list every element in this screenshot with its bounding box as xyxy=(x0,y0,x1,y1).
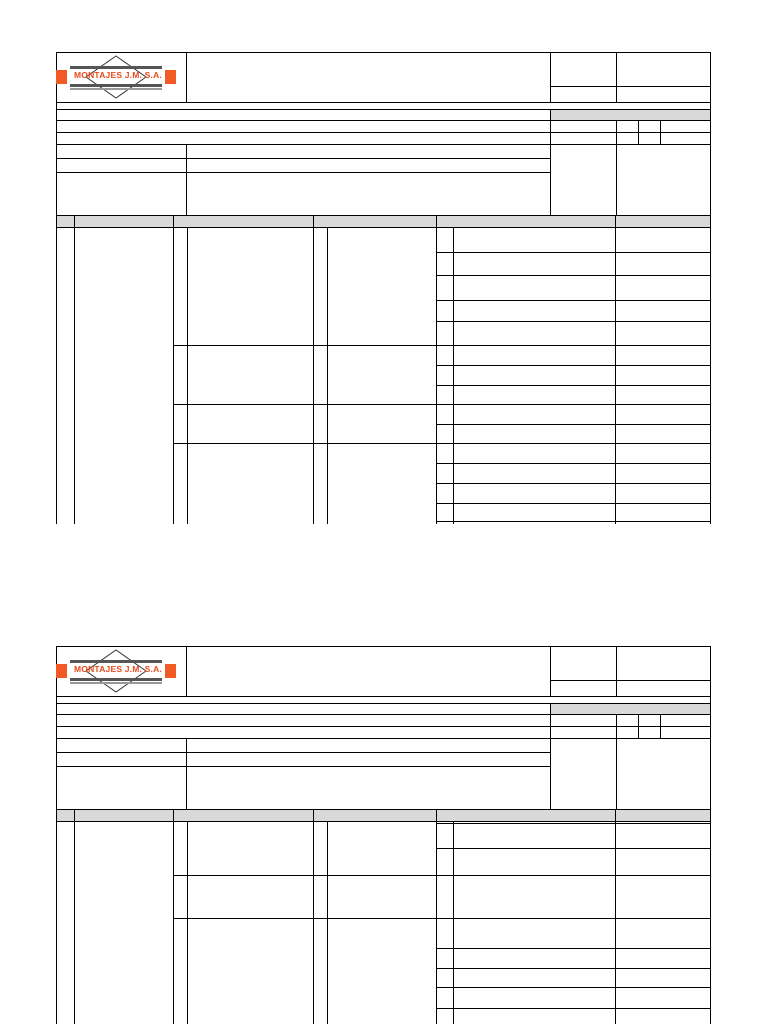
form-sheet-2 xyxy=(56,646,711,1024)
company-logo xyxy=(56,646,186,694)
company-logo xyxy=(56,52,186,100)
company-name: MONTAJES J.M. S.A. xyxy=(74,664,162,674)
form-grid-1 xyxy=(56,52,712,524)
company-name: MONTAJES J.M. S.A. xyxy=(74,70,162,80)
form-grid-2 xyxy=(56,646,712,1024)
form-sheet-1 xyxy=(56,52,711,524)
